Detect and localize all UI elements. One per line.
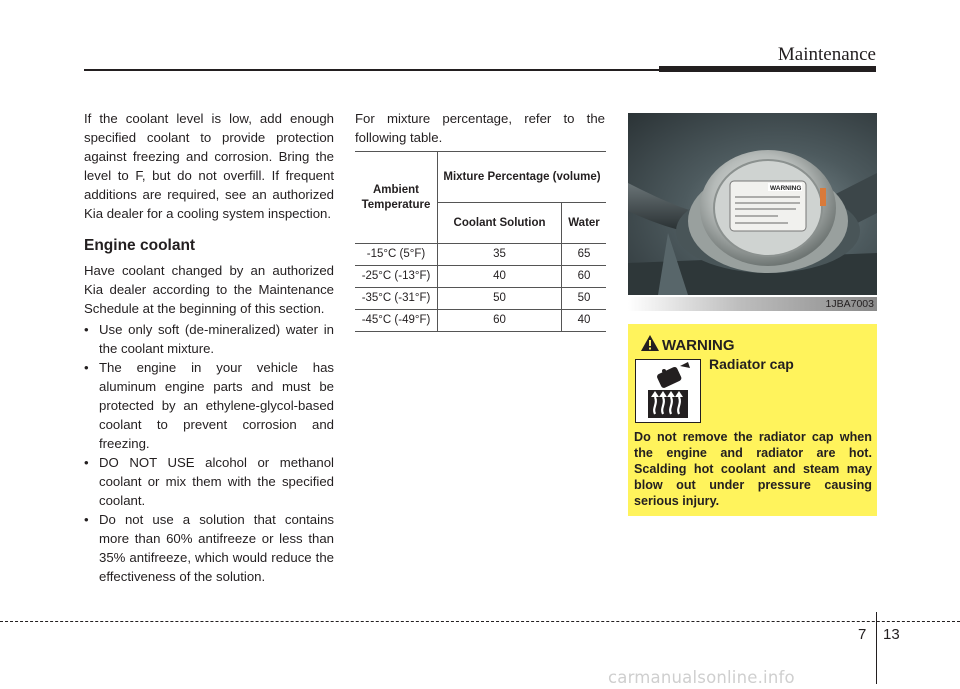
header-rule-thick <box>659 66 876 72</box>
water-cell: 50 <box>562 288 606 310</box>
bullet-icon: • <box>84 360 89 375</box>
cap-warning-label: WARNING <box>770 185 802 192</box>
bullet-icon: • <box>84 455 89 470</box>
chapter-number: 7 <box>858 626 867 643</box>
left-column <box>84 109 334 586</box>
temperature-cell: -45°C (-49°F) <box>355 310 438 332</box>
list-item <box>84 510 334 586</box>
list-item-text: Do not use a solution that contains more than 60% antifreeze or less than 35% antifreeze, which would reduce the effectiveness of the solution. <box>99 512 334 584</box>
radiator-cap-photo <box>628 113 877 295</box>
warning-title: WARNING <box>662 337 735 354</box>
coolant-paragraph: Have coolant changed by an authorized Kia dealer according to the Maintenance Schedule at the beginning of this section. <box>84 263 334 316</box>
warning-box <box>628 324 877 516</box>
water-cell: 65 <box>562 244 606 266</box>
coolant-cell: 60 <box>438 310 562 332</box>
temperature-cell: -35°C (-31°F) <box>355 288 438 310</box>
water-header: Water <box>562 203 606 244</box>
watermark: carmanualsonline.info <box>608 668 795 687</box>
radiator-cap-illustration <box>628 113 877 295</box>
table-intro-paragraph: For mixture percentage, refer to the following table. <box>355 111 605 145</box>
warning-text: Do not remove the radiator cap when the engine and radiator are hot. Scalding hot coolant and steam may blow out under pressure causing serious injury. <box>634 430 872 508</box>
page-number: 13 <box>883 626 900 643</box>
mixture-table <box>355 151 606 332</box>
header-rule-thin <box>84 69 659 71</box>
coolant-bullet-list <box>84 320 334 586</box>
table-row <box>355 288 606 310</box>
list-item-text: Use only soft (de-mineralized) water in the coolant mixture. <box>99 322 334 356</box>
table-row <box>355 266 606 288</box>
bullet-icon: • <box>84 322 89 337</box>
temperature-cell: -25°C (-13°F) <box>355 266 438 288</box>
photo-caption: 1JBA7003 <box>825 298 874 310</box>
section-title: Maintenance <box>777 44 876 65</box>
ambient-temperature-header: Ambient Temperature <box>355 152 438 244</box>
coolant-cell: 35 <box>438 244 562 266</box>
coolant-solution-header: Coolant Solution <box>438 203 562 244</box>
list-item <box>84 358 334 453</box>
water-cell: 40 <box>562 310 606 332</box>
bullet-icon: • <box>84 512 89 527</box>
middle-column <box>355 109 605 147</box>
list-item-text: DO NOT USE alcohol or methanol coolant or mix them with the specified coolant. <box>99 455 334 508</box>
list-item <box>84 320 334 358</box>
warning-subtitle: Radiator cap <box>709 356 794 372</box>
temperature-cell: -15°C (5°F) <box>355 244 438 266</box>
hot-radiator-icon <box>635 359 701 423</box>
footer-divider <box>876 612 877 684</box>
coolant-cell: 40 <box>438 266 562 288</box>
warning-triangle-icon <box>640 334 660 352</box>
list-item-text: The engine in your vehicle has aluminum engine parts and must be protected by an ethylene-glycol-based coolant to prevent corrosion and freezing. <box>99 360 334 451</box>
engine-coolant-heading: Engine coolant <box>84 237 196 254</box>
mixture-percentage-header: Mixture Percentage (volume) <box>438 152 607 203</box>
photo-caption-bar <box>628 297 877 311</box>
coolant-cell: 50 <box>438 288 562 310</box>
table-row <box>355 310 606 332</box>
table-row <box>355 244 606 266</box>
intro-paragraph: If the coolant level is low, add enough specified coolant to provide protection against freezing and corrosion. Bring the level to F, but do not overfill. If frequent additions are required, see an authorized Kia dealer for a cooling system inspection. <box>84 111 334 221</box>
list-item <box>84 453 334 510</box>
water-cell: 60 <box>562 266 606 288</box>
footer-dashed-rule <box>0 621 960 622</box>
